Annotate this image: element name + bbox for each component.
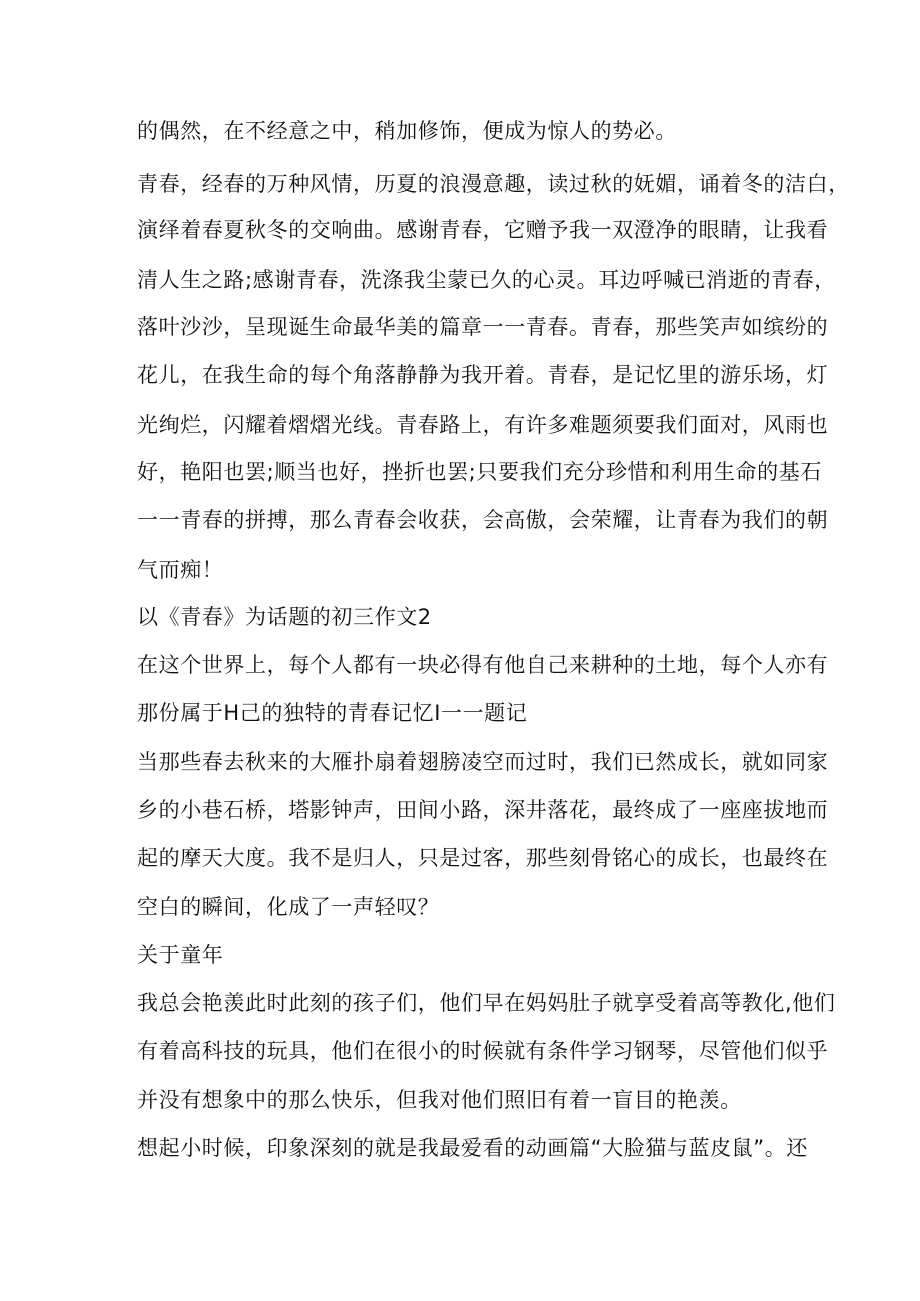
text-line: 的偶然，在不经意之中，稍加修饰，便成为惊人的势必。 (137, 119, 677, 143)
text-line: 清人生之路;感谢青春，洗涤我尘蒙已久的心灵。耳边呼喊已消逝的青春， (137, 268, 836, 292)
text-line: 花儿，在我生命的每个角落静静为我开着。青春，是记忆里的游乐场，灯 (137, 363, 829, 387)
subsection-heading: 关于童年 (137, 943, 224, 967)
text-line: 演绎着春夏秋冬的交响曲。感谢青春，它赠予我一双澄净的眼睛，让我看 (137, 218, 829, 242)
text-line: 当那些春去秋来的大雁扑扇着翅膀凌空而过时，我们已然成长，就如同家 (137, 750, 829, 774)
text-line: 落叶沙沙，呈现诞生命最华美的篇章一一青春。青春，那些笑声如缤纷的 (137, 315, 829, 339)
text-line: 气而痴！ (137, 558, 224, 582)
text-line: 想起小时候，印象深刻的就是我最爱看的动画篇“大脸猫与蓝皮鼠”。还 (137, 1136, 808, 1160)
text-line: 空白的瞬间，化成了一声轻叹？ (137, 895, 440, 919)
text-line: 青春，经春的万种风情，历夏的浪漫意趣，读过秋的妩媚，诵着冬的洁白， (137, 172, 850, 196)
text-line: 起的摩天大度。我不是归人，只是过客，那些刻骨铭心的成长，也最终在 (137, 846, 829, 870)
text-line: 乡的小巷石桥，塔影钟声，田间小路，深井落花，最终成了一座座拔地而 (137, 798, 829, 822)
text-line: 在这个世界上，每个人都有一块必得有他自己来耕种的土地，每个人亦有 (137, 653, 829, 677)
text-line: 有着高科技的玩具，他们在很小的时候就有条件学习钢琴，尽管他们似乎 (137, 1039, 829, 1063)
text-line: 光绚烂，闪耀着熠熠光线。青春路上，有许多难题须要我们面对，风雨也 (137, 413, 829, 437)
section-heading: 以《青春》为话题的初三作文2 (137, 605, 432, 629)
text-line: 好，艳阳也罢;顺当也好，挫折也罢;只要我们充分珍惜和利用生命的基石 (137, 460, 822, 484)
text-line: 我总会艳羡此时此刻的孩子们，他们早在妈妈肚子就享受着高等教化,他们 (137, 991, 836, 1015)
text-line: 那份属于H己的独特的青春记忆I一一题记 (137, 701, 528, 725)
text-line: 一一青春的拼搏，那么青春会收获，会高傲，会荣耀，让青春为我们的朝 (137, 508, 829, 532)
text-line: 并没有想象中的那么快乐，但我对他们照旧有着一盲目的艳羡。 (137, 1088, 742, 1112)
